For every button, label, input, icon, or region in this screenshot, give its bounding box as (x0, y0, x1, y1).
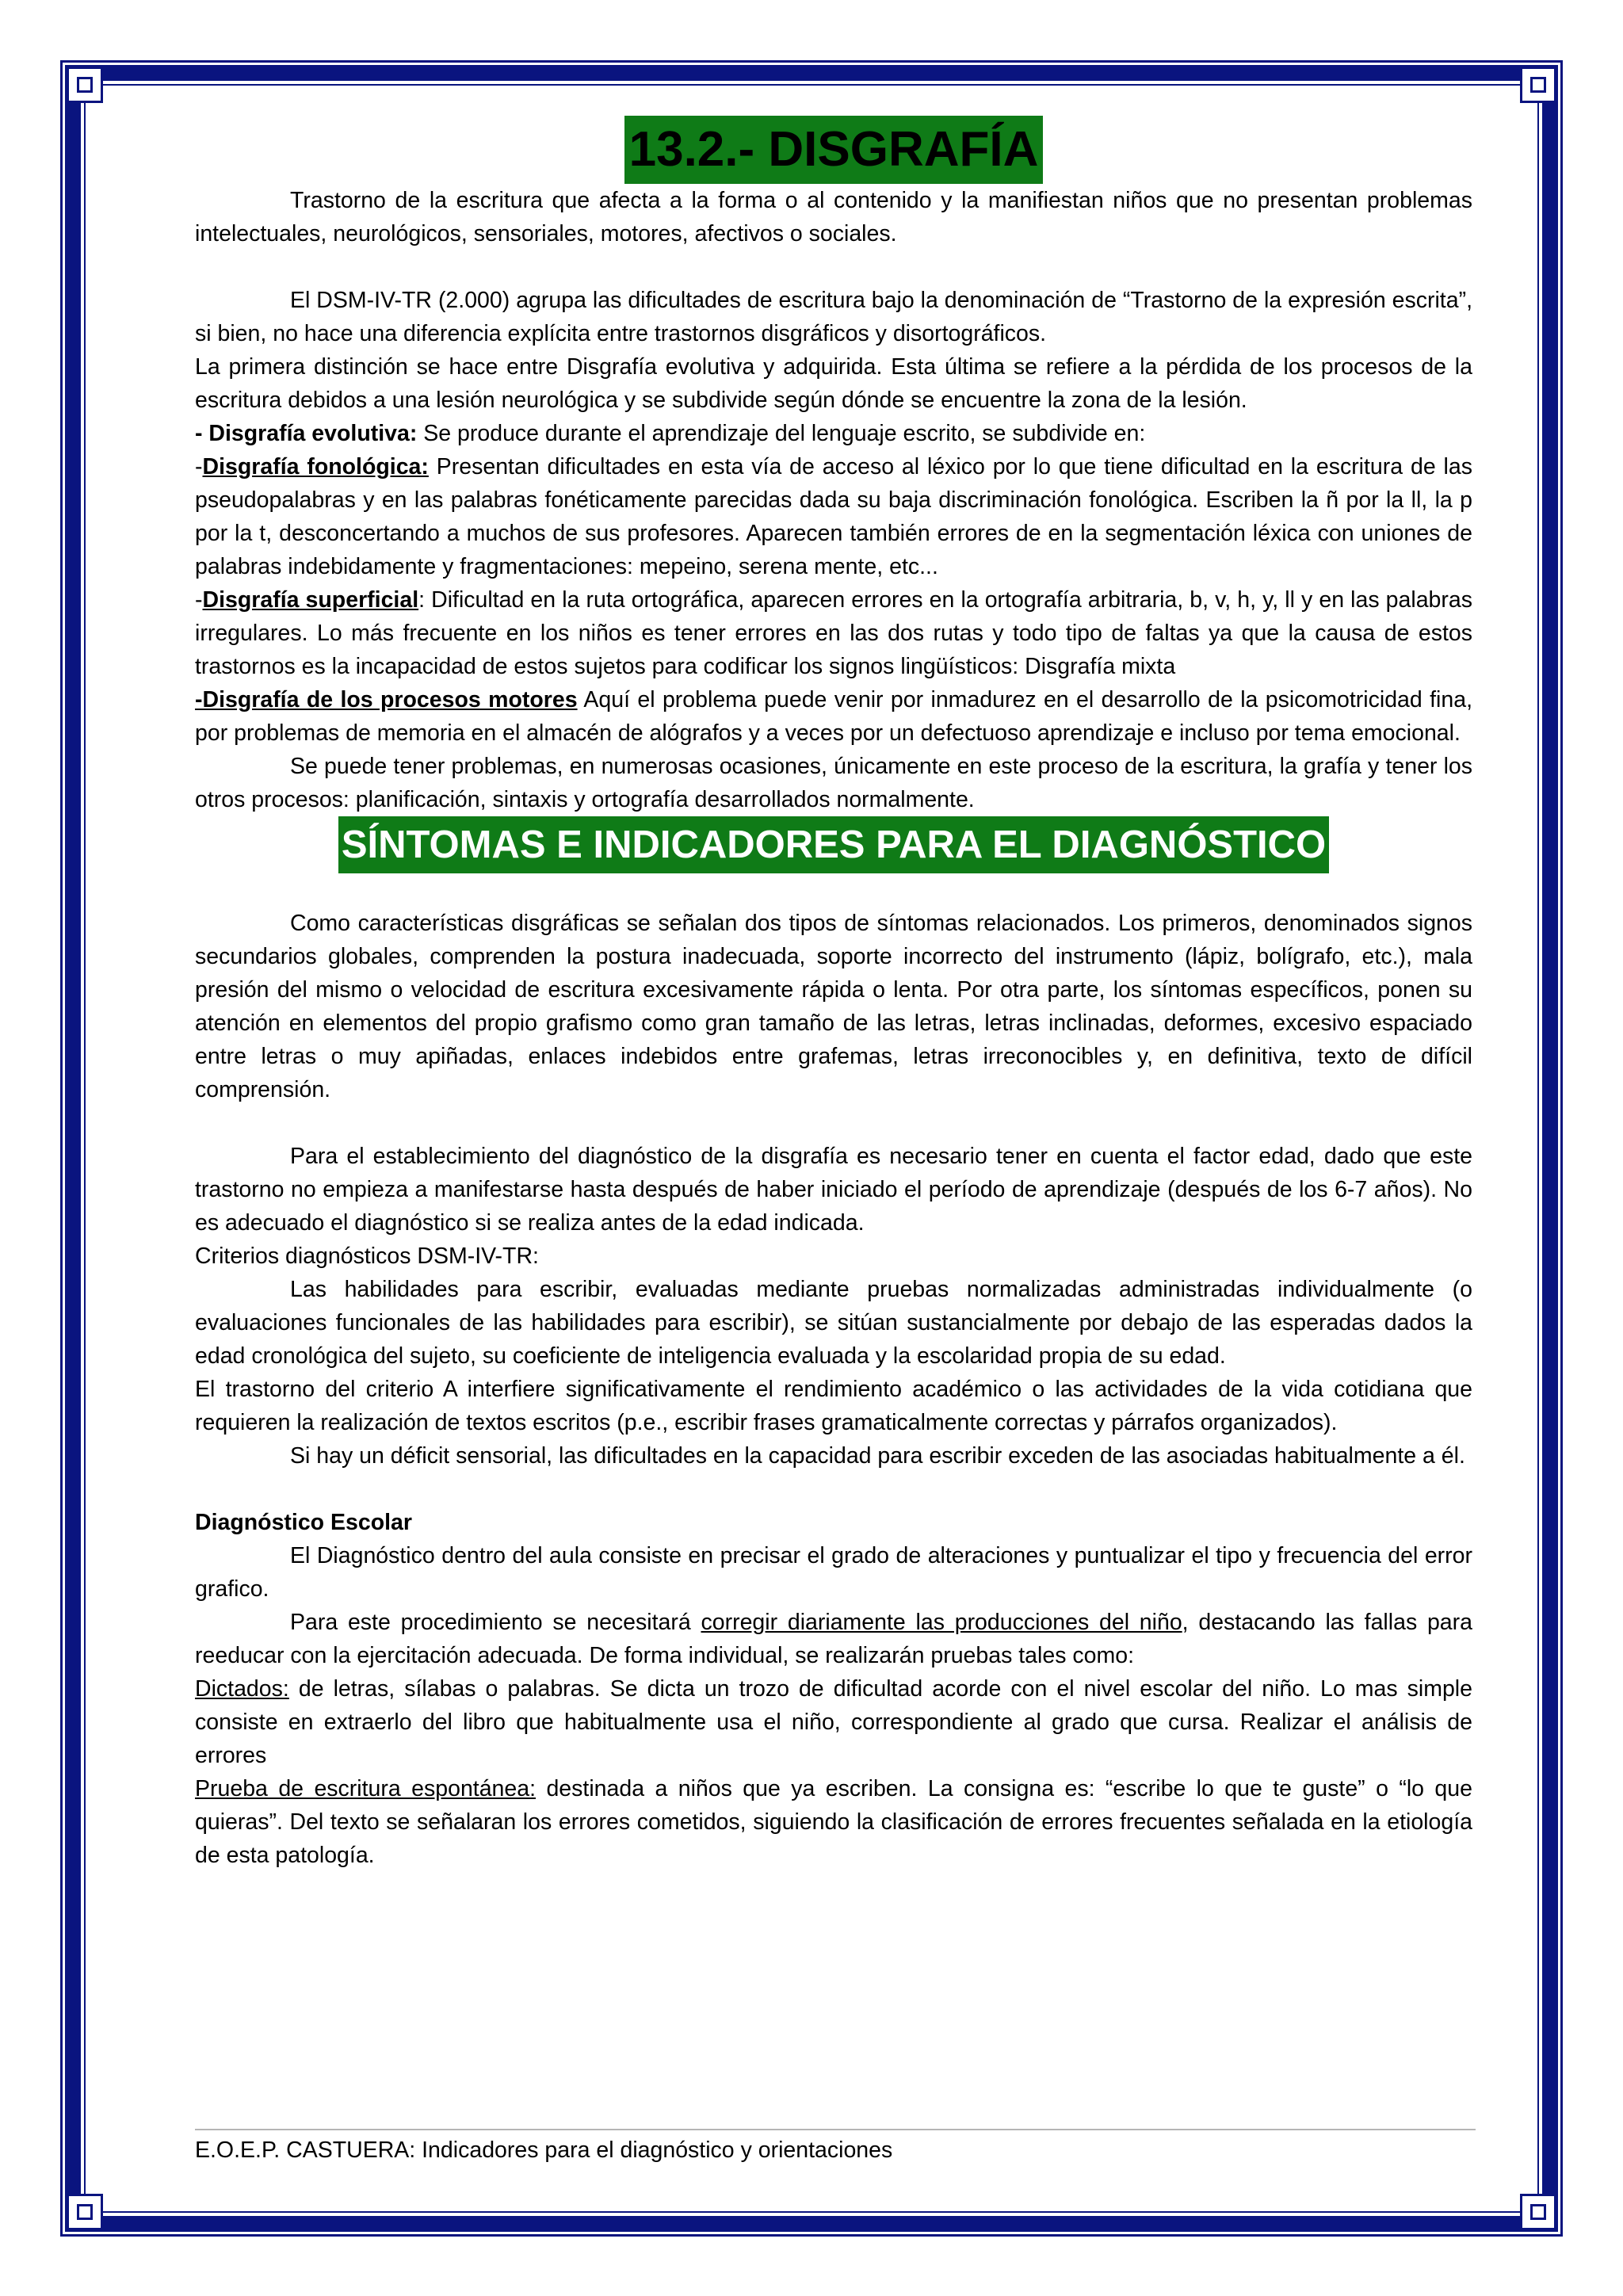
paragraph-motores (195, 683, 1472, 750)
criterio-a: Las habilidades para escribir, evaluadas mediante pruebas normalizadas administradas individualmente (o evaluaciones funcionales de las habilidades para escribir), se sitúan sustancialmente por debajo de las esperadas dados la edad cronológica del sujeto, su coeficiente de inteligencia evaluada y la escolaridad propia de su edad. (195, 1277, 1472, 1369)
page-footer: E.O.E.P. CASTUERA: Indicadores para el diagnóstico y orientaciones (195, 2137, 893, 2163)
spacer (195, 1106, 1472, 1140)
paragraph-escolar-2 (195, 1606, 1472, 1672)
escolar-2-underlined: corregir diariamente las producciones del niño (701, 1610, 1182, 1635)
corner-ornament-top-left (67, 67, 103, 103)
paragraph-diagnostico-edad: Para el establecimiento del diagnóstico de la disgrafía es necesario tener en cuenta el factor edad, dado que este trastorno no empieza a manifestarse hasta después de haber iniciado el período de aprendizaje (después de los 6-7 años). No es adecuado el diagnóstico si se realiza antes de la edad indicada. (195, 1144, 1472, 1236)
section-title-block (195, 816, 1472, 873)
title-block (195, 116, 1472, 184)
paragraph-escolar-1: El Diagnóstico dentro del aula consiste en precisar el grado de alteraciones y puntualizar el tipo y frecuencia del error grafico. (195, 1543, 1472, 1602)
paragraph-dsm: El DSM-IV-TR (2.000) agrupa las dificultades de escritura bajo la denominación de “Trastorno de la expresión escrita”, si bien, no hace una diferencia explícita entre trastornos disgráficos y disortográficos. (195, 288, 1472, 346)
evolutiva-text: Se produce durante el aprendizaje del lenguaje escrito, se subdivide en: (417, 421, 1146, 446)
paragraph-sintomas: Como características disgráficas se señalan dos tipos de síntomas relacionados. Los primeros, denominados signos secundarios globales, comprenden la postura inadecuada, soporte incorrecto del instrumento (lápiz, bolígrafo, etc.), mala presión del mismo o velocidad de escritura excesivamente rápida o lenta. Por otra parte, los síntomas específicos, ponen su atención en elementos del propio grafismo como gran tamaño de las letras, letras inclinadas, deformes, excesivo espaciado entre letras o muy apiñadas, enlaces indebidos entre grafemas, letras irreconocibles y, en definitiva, texto de difícil comprensión. (195, 911, 1472, 1102)
page-title: 13.2.- DISGRAFÍA (624, 116, 1044, 184)
spacer (195, 250, 1472, 284)
fonologica-prefix: - (195, 454, 203, 479)
criterio-b: El trastorno del criterio A interfiere significativamente el rendimiento académico o las actividades de la vida cotidiana que requieren la realización de textos escritos (p.e., escribir frases gramaticalmente correctas y párrafos organizados). (195, 1377, 1472, 1435)
criterio-c: Si hay un déficit sensorial, las dificultades en la capacidad para escribir exceden de las asociadas habitualmente a él. (290, 1443, 1465, 1469)
escolar-heading (195, 1506, 1472, 1539)
paragraph-dictados (195, 1672, 1472, 1772)
motores-text: Aquí el problema puede venir por inmadurez en el desarrollo de la psicomotricidad fina, por problemas de memoria en el almacén de alógrafos y a veces por un defectuoso aprendizaje e incluso por tema emocional. (195, 687, 1472, 746)
evolutiva-label: - Disgrafía evolutiva: (195, 421, 418, 446)
dictados-text: de letras, sílabas o palabras. Se dicta un trozo de dificultad acorde con el nivel escolar del niño. Lo mas simple consiste en extraerlo del libro que habitualmente usa el niño, correspondiente al grado que cursa. Realizar el análisis de errores (195, 1676, 1472, 1768)
document-body (195, 116, 1472, 1872)
paragraph-superficial (195, 583, 1472, 683)
escolar-2-end: , destacando las fallas para reeducar con la ejercitación adecuada. De forma individual, se realizarán pruebas tales como: (195, 1610, 1473, 1668)
paragraph-evolutiva (195, 417, 1472, 450)
superficial-text: : Dificultad en la ruta ortográfica, aparecen errores en la ortografía arbitraria, b, v, h, y, ll y en las palabras irregulares. Lo más frecuente en los niños es tener errores en las dos rutas y todo tipo de faltas ya que la causa de estos trastornos es la incapacidad de estos sujetos para codificar los signos lingüísticos: Disgrafía mixta (195, 587, 1472, 679)
footer-divider (195, 2129, 1476, 2130)
escolar-2-start: Para este procedimiento se necesitará (290, 1610, 701, 1635)
superficial-label: Disgrafía superficial (202, 587, 419, 613)
corner-ornament-bottom-left (67, 2194, 103, 2230)
motores-label: -Disgrafía de los procesos motores (195, 687, 578, 712)
dictados-label: Dictados: (195, 1676, 289, 1702)
fonologica-text: Presentan dificultades en esta vía de acceso al léxico por lo que tiene dificultad en la escritura de las pseudopalabras y en las palabras fonéticamente parecidas dada su baja discriminación fonológica. Escriben la ñ por la ll, la p por la t, desconcertando a muchos de sus profesores. Aparecen también errores de en la segmentación léxica con uniones de palabras indebidamente y fragmentaciones: mepeino, serena mente, etc... (195, 454, 1472, 579)
prueba-label: Prueba de escritura espontánea: (195, 1776, 537, 1801)
paragraph-definition: Trastorno de la escritura que afecta a la forma o al contenido y la manifiestan niños que no presentan problemas intelectuales, neurológicos, sensoriales, motores, afectivos o sociales. (195, 188, 1472, 246)
corner-ornament-bottom-right (1520, 2194, 1556, 2230)
paragraph-fonologica (195, 450, 1472, 583)
fonologica-label: Disgrafía fonológica: (202, 454, 429, 479)
spacer (195, 873, 1472, 907)
criterios-heading: Criterios diagnósticos DSM-IV-TR: (195, 1244, 539, 1269)
section-title: SÍNTOMAS E INDICADORES PARA EL DIAGNÓSTICO (338, 816, 1329, 873)
spacer (195, 1473, 1472, 1506)
escolar-heading-text: Diagnóstico Escolar (195, 1510, 412, 1535)
superficial-prefix: - (195, 587, 203, 613)
paragraph-final: Se puede tener problemas, en numerosas ocasiones, únicamente en este proceso de la escritura, la grafía y tener los otros procesos: planificación, sintaxis y ortografía desarrollados normalmente. (195, 754, 1472, 812)
corner-ornament-top-right (1520, 67, 1556, 103)
paragraph-distinction: La primera distinción se hace entre Disgrafía evolutiva y adquirida. Esta última se refiere a la pérdida de los procesos de la escritura debidos a una lesión neurológica y se subdivide según dónde se encuentre la zona de la lesión. (195, 354, 1472, 413)
prueba-text: destinada a niños que ya escriben. La consigna es: “escribe lo que te guste” o “lo que quieras”. Del texto se señalaran los errores cometidos, siguiendo la clasificación de errores frecuentes señalada en la etiología de esta patología. (195, 1776, 1472, 1868)
paragraph-prueba-espontanea (195, 1772, 1472, 1872)
